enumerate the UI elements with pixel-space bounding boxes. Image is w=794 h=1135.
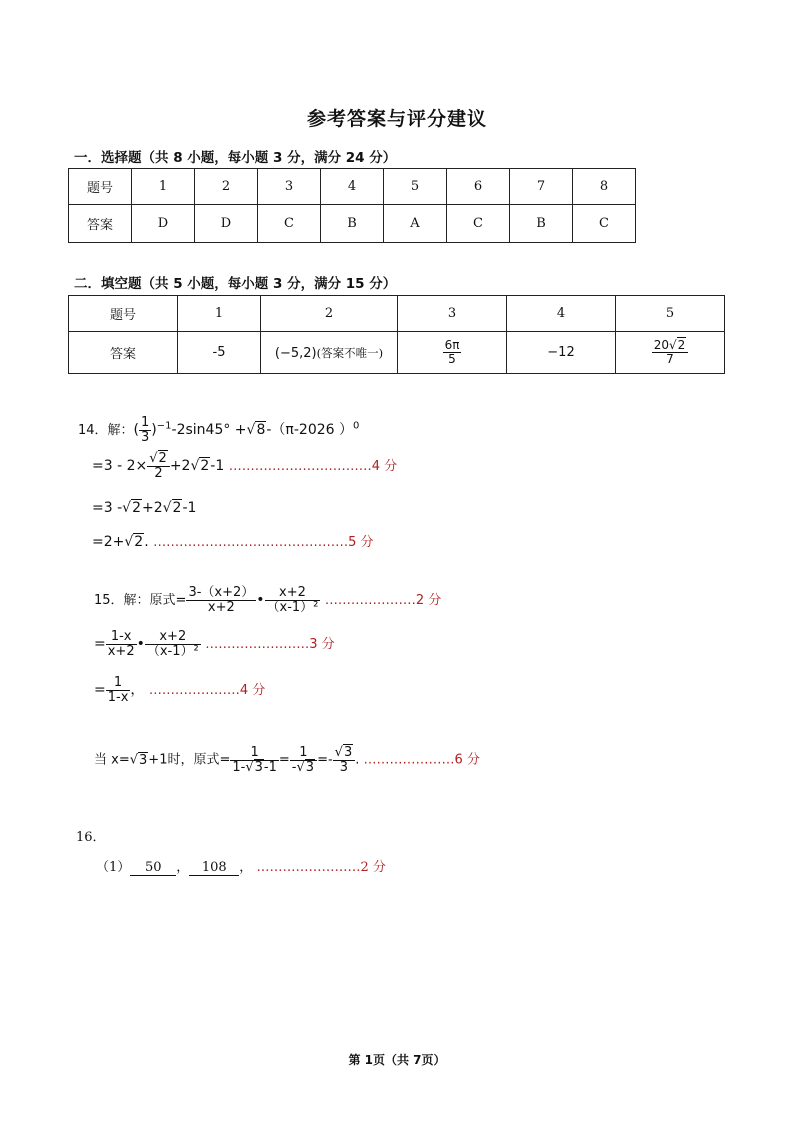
q15-line2: = $\frac{1-x}{x+2}$ • $\frac{x+2}{\text{（x-1）²}}$ ……………………3 分 xyxy=(94,629,335,659)
score-mark: ………………………………………5 分 xyxy=(153,535,374,550)
answer-blank: 108 xyxy=(189,860,239,876)
table-cell: 1 xyxy=(132,169,195,205)
score-mark: ……………………2 分 xyxy=(256,860,386,875)
fraction: $\frac{1}{1-x}$ xyxy=(107,675,129,705)
table-cell: 6 xyxy=(447,169,510,205)
q15-line3: = $\frac{1}{1-x}$ ， …………………4 分 xyxy=(94,675,266,705)
answer-note: (答案不唯一) xyxy=(316,345,384,360)
fraction: $\frac{3-(x+2)}{x+2}$ xyxy=(188,585,255,615)
fraction: $\frac{1}{3}$ xyxy=(141,415,150,445)
fraction: $\frac{1-x}{x+2}$ xyxy=(107,629,135,659)
score-mark: …………………4 分 xyxy=(148,683,266,699)
fraction: $\frac{x+2}{\text{（x-1）²}}$ xyxy=(266,585,319,615)
table-cell xyxy=(398,332,507,374)
table-cell: A xyxy=(384,205,447,243)
q14-label: 14．解： xyxy=(78,423,134,439)
table-cell: C xyxy=(573,205,636,243)
sqrt-sign: √ xyxy=(149,451,158,466)
score-mark: ……………………………4 分 xyxy=(228,459,398,475)
page-title: 参考答案与评分建议 xyxy=(306,108,487,130)
q14-line2: =3 - 2× $\frac{√2}{2}$ +2√2-1 ……………………………4 分 xyxy=(92,451,398,481)
sqrt-sign: √ xyxy=(190,458,200,475)
sqrt-sign: √ xyxy=(245,759,254,775)
table-cell: 5 xyxy=(384,169,447,205)
q14-line1: 14．解：( $\frac{1}{3}$ )$^{-1}$-2sin45° +√8-（π-2026 ）$^0$ xyxy=(78,415,360,445)
score-mark: ……………………3 分 xyxy=(205,637,335,653)
sqrt-sign: √ xyxy=(246,422,256,439)
table-row-label: 题号 xyxy=(69,296,178,332)
sqrt-sign: √ xyxy=(122,500,132,516)
table-cell: D xyxy=(195,205,258,243)
table-row-label: 题号 xyxy=(69,169,132,205)
q16-label: 16． xyxy=(76,830,106,845)
q14-line4: =2+√2. ………………………………………5 分 xyxy=(92,534,374,550)
table-cell: 5 xyxy=(616,296,725,332)
sqrt-sign: √ xyxy=(124,534,134,550)
fraction: $\frac{√2}{2}$ xyxy=(147,452,170,480)
q15-label: 15．解：原式= xyxy=(94,593,187,609)
table-cell: C xyxy=(447,205,510,243)
table-cell: 4 xyxy=(507,296,616,332)
table-cell: 8 xyxy=(573,169,636,205)
table-cell: 4 xyxy=(321,169,384,205)
table-cell: B xyxy=(510,205,573,243)
table-cell: 3 xyxy=(398,296,507,332)
sqrt-sign: √ xyxy=(162,500,172,516)
table-cell: -5 xyxy=(178,332,261,374)
table-cell: D xyxy=(132,205,195,243)
table-cell xyxy=(261,332,398,374)
table-row-label: 答案 xyxy=(69,332,178,374)
section2-heading: 二．填空题（共 5 小题，每小题 3 分，满分 15 分） xyxy=(74,276,397,292)
table-cell: 7 xyxy=(510,169,573,205)
table-cell xyxy=(616,332,725,374)
fraction: $\frac{1}{-√3}$ xyxy=(290,746,317,774)
section2-table xyxy=(68,295,725,374)
answer-blank: 50 xyxy=(130,860,176,876)
table-cell: 3 xyxy=(258,169,321,205)
table-cell: C xyxy=(258,205,321,243)
q15-line1: 15．解：原式= $\frac{3-(x+2)}{x+2}$ • $\frac{x+2}{\text{（x-1）²}}$ …………………2 分 xyxy=(94,585,442,615)
page-footer: 第 1页（共 7页） xyxy=(348,1053,446,1067)
table-cell: B xyxy=(321,205,384,243)
section1-heading: 一．选择题（共 8 小题，每小题 3 分，满分 24 分） xyxy=(74,150,397,166)
q15-line4: 当 x=√3+1时，原式= $\frac{1}{1-√3-1}$ = $\frac{1}{-√3}$ =- $\frac{√3}{3}$ . …………………6 分 xyxy=(94,745,480,775)
fraction: $\frac{x+2}{\text{（x-1）²}}$ xyxy=(146,629,199,659)
table-cell: 2 xyxy=(261,296,398,332)
table-row-label: 答案 xyxy=(69,205,132,243)
score-mark: …………………2 分 xyxy=(324,593,442,609)
answer-point: (−5,2) xyxy=(274,345,317,361)
fraction: $\frac{1}{1-√3-1}$ xyxy=(232,745,277,775)
section1-table xyxy=(68,168,636,243)
fraction: $\frac{6\pi}{5}$ xyxy=(444,338,460,366)
sqrt-sign: √ xyxy=(668,338,677,353)
table-cell: −12 xyxy=(507,332,616,374)
q14-line3: =3 -√2+2√2-1 xyxy=(92,500,197,516)
fraction: $\frac{20√2}{7}$ xyxy=(652,339,689,365)
table-cell: 1 xyxy=(178,296,261,332)
sqrt-sign: √ xyxy=(334,745,343,760)
q16-line1: （1） 50 ， 108 ， ……………………2 分 xyxy=(96,860,386,875)
fraction: $\frac{√3}{3}$ xyxy=(333,746,356,774)
table-cell: 2 xyxy=(195,169,258,205)
sqrt-sign: √ xyxy=(296,759,305,775)
sqrt-sign: √ xyxy=(129,752,139,768)
score-mark: …………………6 分 xyxy=(363,752,480,768)
